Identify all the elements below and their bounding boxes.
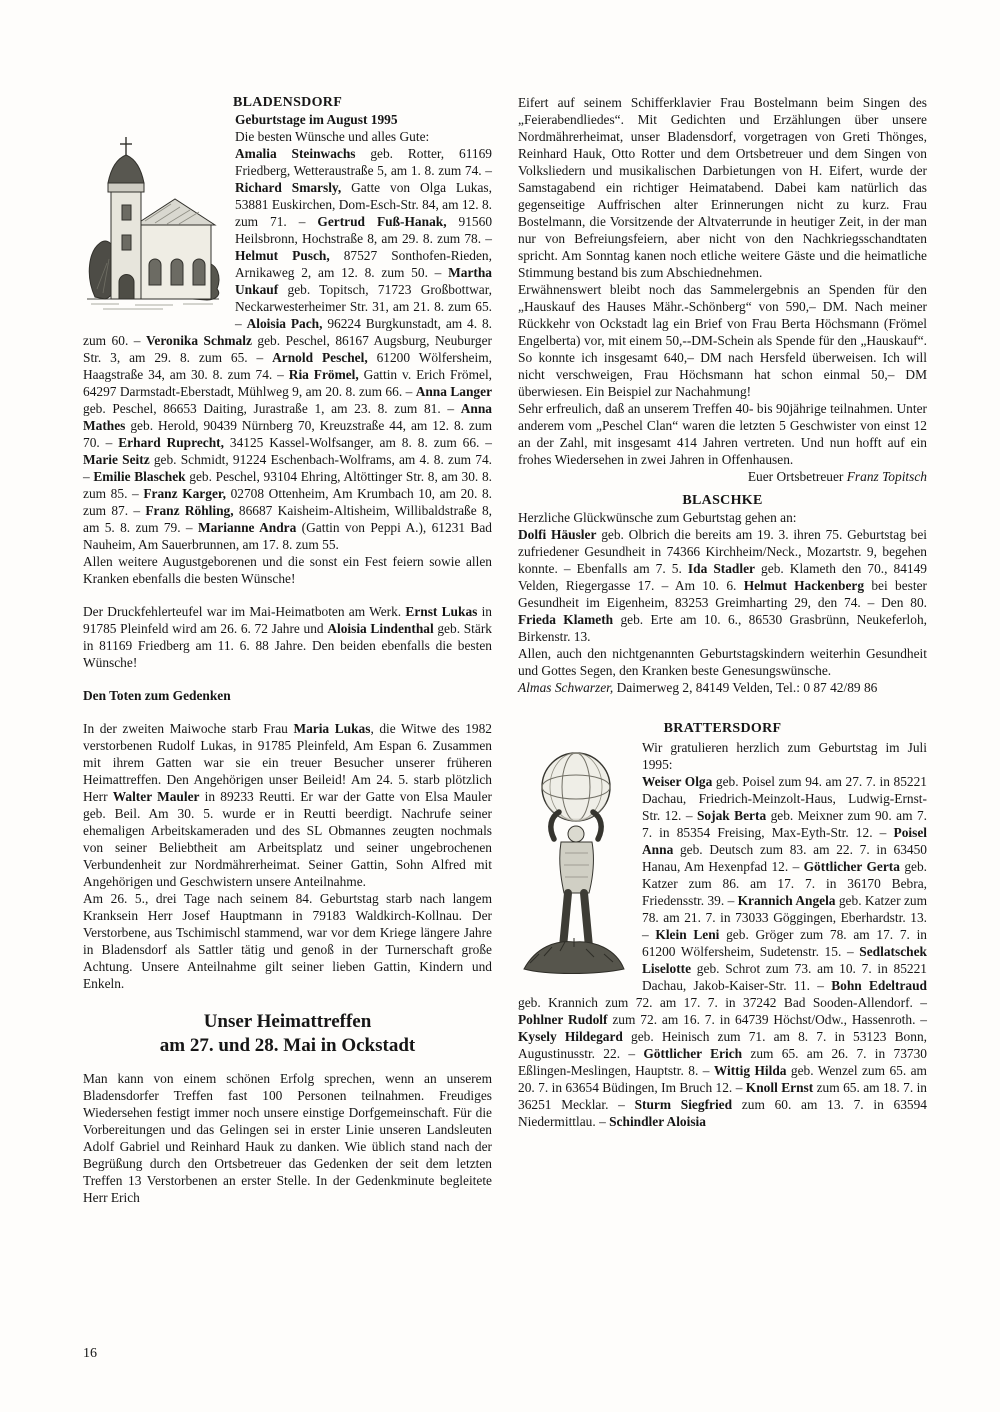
blaschke-contact: Almas Schwarzer, Daimerweg 2, 84149 Velden, Tel.: 0 87 42/89 86 (518, 680, 878, 695)
treffen-title-line2: am 27. und 28. Mai in Ockstadt (159, 1035, 416, 1056)
left-column (83, 94, 492, 1206)
atlas-statue-illustration (518, 741, 630, 979)
section-title-blaschke: BLASCHKE (682, 493, 763, 508)
right-column (518, 94, 927, 1206)
page-content (83, 94, 927, 1206)
spacer (518, 696, 927, 712)
bladensdorf-intro: Die besten Wünsche und alles Gute: (235, 129, 430, 144)
treffen-title (83, 1010, 492, 1058)
bladensdorf-birthday-list: Amalia Steinwachs geb. Rotter, 61169 Friedberg, Wetteraustraße 5, am 1. 8. zum 74. – Richard Smarsly, Gatte von Olga Lukas, 53881 Euskirchen, Dom-Esch-Str. 84, am 12. 8. zum 71. – Gertrud Fuß-Hanak, 91560 Heilsbronn, Hochstraße 8, am 29. 8. zum 78. – Helmut Pusch, 87527 Sonthofen-Rieden, Arnikaweg 2, am 12. 8. zum 50. – Martha Unkauf geb. Topitsch, 71723 Großbottwar, Neckarwesterheimer Str. 31, am 21. 8. zum 65. – Aloisia Pach, 96224 Burgkunstadt, am 4. 8. zum 60. – Veronika Schmalz geb. Peschel, 86167 Augsburg, Neuburger Str. 3, am 29. 8. zum 65. – Arnold Peschel, 61200 Wölfersheim, Haagstraße 34, am 30. 8. zum 74. – Ria Frömel, Gattin v. Erich Frömel, 64297 Darmstadt-Eberstadt, Mühlweg 9, am 20. 8. zum 66. – Anna Langer geb. Peschel, 86653 Daiting, Jurastraße 1, am 23. 8. zum 81. – Anna Mathes geb. Herold, 90439 Nürnberg 70, Kreuzstraße 44, am 12. 8. zum 70. – Erhard Ruprecht, 34125 Kassel-Wolfsanger, am 8. 8. zum 66. – Marie Seitz geb. Schmidt, 91224 Eschenbach-Wolframs, am 4. 8. zum 74. – Emilie Blaschek geb. Peschel, 93104 Ehring, Altöttinger Str. 8, am 30. 8. zum 85. – Franz Karger, 02708 Ottenheim, Am Krumbach 10, am 20. 8. zum 87. – Franz Röhling, 86687 Kaisheim-Altisheim, Willibaldstraße 8, am 5. 8. zum 79. – Marianne Andra (Gattin von Peppi A.), 61231 Bad Nauheim, Am Sauerbrunnen, am 17. 8. zum 55. (83, 146, 493, 552)
blaschke-birthday-list: Dolfi Häusler geb. Olbrich die bereits am 19. 3. ihren 75. Geburtstag bei zufriedener Gesundheit in 74366 Kirchheim/Neck., Mozartstr. 9, begehen konnte. – Ebenfalls am 7. 5. Ida Stadler geb. Klameth den 70., 84149 Velden, Riegergasse 17. – Am 10. 6. Helmut Hackenberg bei bester Gesundheit im Eigenheim, 83253 Greimharting 29, den 74. – Den 80. Frieda Klameth geb. Erte am 10. 6., 86530 Grasbrünn, Neukeferloh, Birkenstr. 13. (518, 527, 928, 644)
treffen-report-paragraph-4 (518, 400, 927, 484)
atlas-globe-engraving-icon (518, 741, 630, 979)
blaschke-intro: Herzliche Glückwünsche zum Geburtstag gehen an: (518, 510, 797, 525)
misprint-correction: Der Druckfehlerteufel war im Mai-Heimatboten am Werk. Ernst Lukas in 91785 Pleinfeld wird am 26. 6. 72 Jahre und Aloisia Lindenthal geb. Stärk in 81169 Friedberg am 11. 6. 88 Jahre. Den beiden ebenfalls die besten Wünsche! (83, 604, 493, 670)
signature-label: Euer Ortsbetreuer (747, 469, 844, 484)
signature-name: Franz Topitsch (846, 469, 927, 484)
bladensdorf-closing: Allen weitere Augustgeborenen und die sonst ein Fest feiern sowie allen Kranken ebenfalls die besten Wünsche! (83, 554, 492, 586)
bladensdorf-subtitle: Geburtstage im August 1995 (235, 112, 398, 127)
spacer (83, 587, 492, 603)
treffen-report-paragraph-2: Eifert auf seinem Schifferklavier Frau Bostelmann beim Singen des „Feierabendliedes“. Mit Gedichten und Erzählungen über unsere Nordmährerheimat, unser Bladensdorf, vorgetragen von Greti Thönges, Reinhard Hauk, Otto Rotter und dem Ortsbetreuer und dem Singen von Volksliedern und musikalischen Darbietungen von H. Eifert, wurde der Samstagabend ein richtiger Heimatabend. Dabei kam natürlich das gegenseitige Auffrischen alter Erinnerungen nicht zu kurz. Frau Bostelmann, die Vorsitzende der Altvaterrunde in heutiger Zeit, in der man nur von Befreiungsfeiern, aber nicht von den Nachkriegsschandtaten spricht. Am Sonntag kanen noch etliche weitere Gäste und die heimatliche Stimmung bestand bis zum Abschiednehmen. (518, 95, 927, 280)
obituary-paragraph-2: Am 26. 5., drei Tage nach seinem 84. Geburtstag starb nach langem Kranksein Herr Josef Hauptmann in 79183 Waldkirch-Kollnau. Der Verstorbene, aus Tschimischl stammend, war vor dem Kriege längere Jahre in Bladensdorf als Sattler tätig und genoß in der Turnerschaft große Achtung. Unsere Anteilnahme gilt seiner lieben Gattin, Kindern und Enkeln. (83, 891, 492, 991)
spacer (518, 484, 927, 492)
gedenken-title: Den Toten zum Gedenken (83, 688, 231, 703)
blaschke-closing: Allen, auch den nichtgenannten Geburtstagskindern weiterhin Gesundheit und Gottes Segen, den Kranken beste Genesungswünsche. (518, 646, 927, 678)
treffen-report-paragraph-3: Erwähnenswert bleibt noch das Sammelergebnis an Spenden für den „Hauskauf des Hauses Mähr.-Schönberg“ von 590,– DM. Nach meiner Rückkehr von Ockstadt lag ein Brief von Frau Berta Höchsmann (Frömel Engelberta) vor, mit einem 50,--DM-Schein als Spende für den „Hauskauf“. So konnte ich insgesamt 640,– DM nach Hersfeld überweisen. Ich will nicht verschweigen, Frau Höchsmann hat schon einmal 50,– DM überwiesen. Ein Beispiel zur Nachahmung! (518, 282, 927, 399)
brattersdorf-section (518, 739, 927, 1130)
obituary-paragraph-1: In der zweiten Maiwoche starb Frau Maria Lukas, die Witwe des 1982 verstorbenen Rudolf Lukas, in 91785 Pleinfeld, Am Espan 6. Zusammen mit ihrem Gatten war sie ein treuer Besucher unserer früheren Heimattreffen. Den Angehörigen unser Beileid! Am 24. 5. starb plötzlich Herr Walter Mauler in 89233 Reutti. Er war der Gatte von Elsa Mauler geb. Beil. Am 30. 5. wurde er in Reutti beerdigt. Nachrufe seiner ehemaligen Arbeitskameraden und des SL Obmannes zeugten nochmals von seiner Beliebtheit am Arbeitsplatz und seiner ungebrochenen Verbundenheit zur Nordmährerheimat. Seiner Gattin, Sohn Alfred mit Angehörigen und Geschwistern unsere Anteilnahme. (83, 721, 492, 889)
brattersdorf-birthday-list: Weiser Olga geb. Poisel zum 94. am 27. 7. in 85221 Dachau, Friedrich-Meinzolt-Haus, Ludwig-Ernst-Str. 12. – Sojak Berta geb. Meixner zum 90. am 7. 7. in 85354 Freising, Max-Eyth-Str. 12. – Poisel Anna geb. Deutsch zum 83. am 22. 7. in 63450 Hanau, Am Hexenpfad 12. – Göttlicher Gerta geb. Katzer zum 86. am 17. 7. in 36170 Bebra, Friedensstr. 39. – Krannich Angela geb. Katzer zum 78. am 21. 7. in 73033 Göggingen, Eberhardstr. 13. – Klein Leni geb. Gröger zum 78. am 17. 7. in 61200 Wölfersheim, Sudetenstr. 15. – Sedlatschek Liselotte geb. Schrot zum 73. am 10. 7. in 85221 Dachau, Jakob-Kaiser-Str. 11. – Bohn Edeltraud geb. Krannich zum 72. am 17. 7. in 37242 Bad Sooden-Allendorf. – Pohlner Rudolf zum 72. am 16. 7. in 64739 Höchst/Odw., Hassenroth. – Kysely Hildegard geb. Heinisch zum 71. am 8. 7. in 53123 Bonn, Augustinusstr. 22. – Göttlicher Erich zum 65. am 26. 7. in 73730 Eßlingen-Meslingen, Hauptstr. 8. – Wittig Hilda geb. Wenzel zum 65. am 20. 7. in 63654 Büdingen, Im Bruch 12. – Knoll Ernst zum 65. am 18. 7. in 36251 Mecklar. – Sturm Siegfried zum 60. am 13. 7. in 63594 Niedermittlau. – Schindler Aloisia (518, 774, 928, 1129)
treffen-closing-text: Sehr erfreulich, daß an unserem Treffen 40- bis 90jährige teilnahmen. Unter anderem vom „Peschel Clan“ waren die letzten 5 Geschwister von einst 12 an der Zahl, mit insgesamt 414 Jahren vertreten. Und nun hofft auf ein frohes Wiedersehen in zwei Jahren in Offenhausen. (518, 401, 927, 467)
treffen-title-line1: Unser Heimattreffen (203, 1011, 372, 1032)
section-title-bladensdorf: BLADENSDORF (232, 95, 343, 110)
section-title-brattersdorf: BRATTERSDORF (663, 721, 782, 736)
bladensdorf-section (83, 111, 492, 587)
brattersdorf-intro: Wir gratulieren herzlich zum Geburtstag im Juli 1995: (642, 740, 927, 772)
church-engraving-icon (83, 113, 223, 321)
treffen-report-paragraph-1: Man kann von einem schönen Erfolg sprechen, wenn an unserem Bladensdorfer Treffen fast 100 Personen teilnahmen. Freudiges Wiedersehen festigt immer noch unsere einstige Dorfgemeinschaft. Für die Vorbereitungen und das Gelingen sei in erster Linie unseren Landsleuten Adolf Gabriel und Reinhard Hauk zu danken. Wie üblich stand nach der Begrüßung durch den Ortsbetreuer das Gedenken der seit dem letzten Treffen 13 Verstorbenen an erster Stelle. In der Gedenkminute begleitete Herr Erich (83, 1071, 492, 1205)
signature (748, 468, 927, 485)
page-number: 16 (83, 1346, 97, 1361)
church-illustration (83, 113, 223, 321)
spacer (518, 712, 927, 720)
